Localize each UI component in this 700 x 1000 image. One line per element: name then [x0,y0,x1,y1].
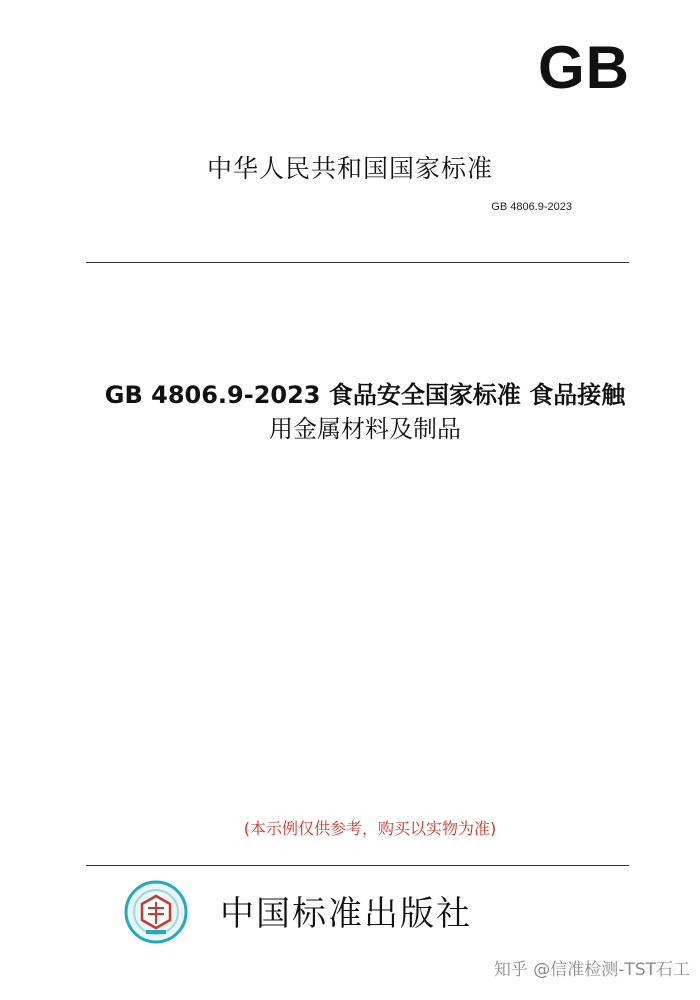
gb-logo: GB [538,34,630,101]
document-title [40,378,690,446]
publisher-seal-icon [124,880,188,944]
standard-type-heading: 中华人民共和国国家标准 [206,154,493,183]
watermark: 知乎 @信准检测-TST石工 [493,960,690,980]
sample-notice: (本示例仅供参考，购买以实物为准) [243,819,497,838]
bottom-divider [86,865,629,866]
standard-number: GB 4806.9-2023 [491,201,572,213]
document-title-line-2: 用金属材料及制品 [269,415,461,443]
top-divider [86,262,629,263]
document-title-line-1: GB 4806.9-2023 食品安全国家标准 食品接触 [104,381,626,409]
publisher-name: 中国标准出版社 [220,894,472,934]
